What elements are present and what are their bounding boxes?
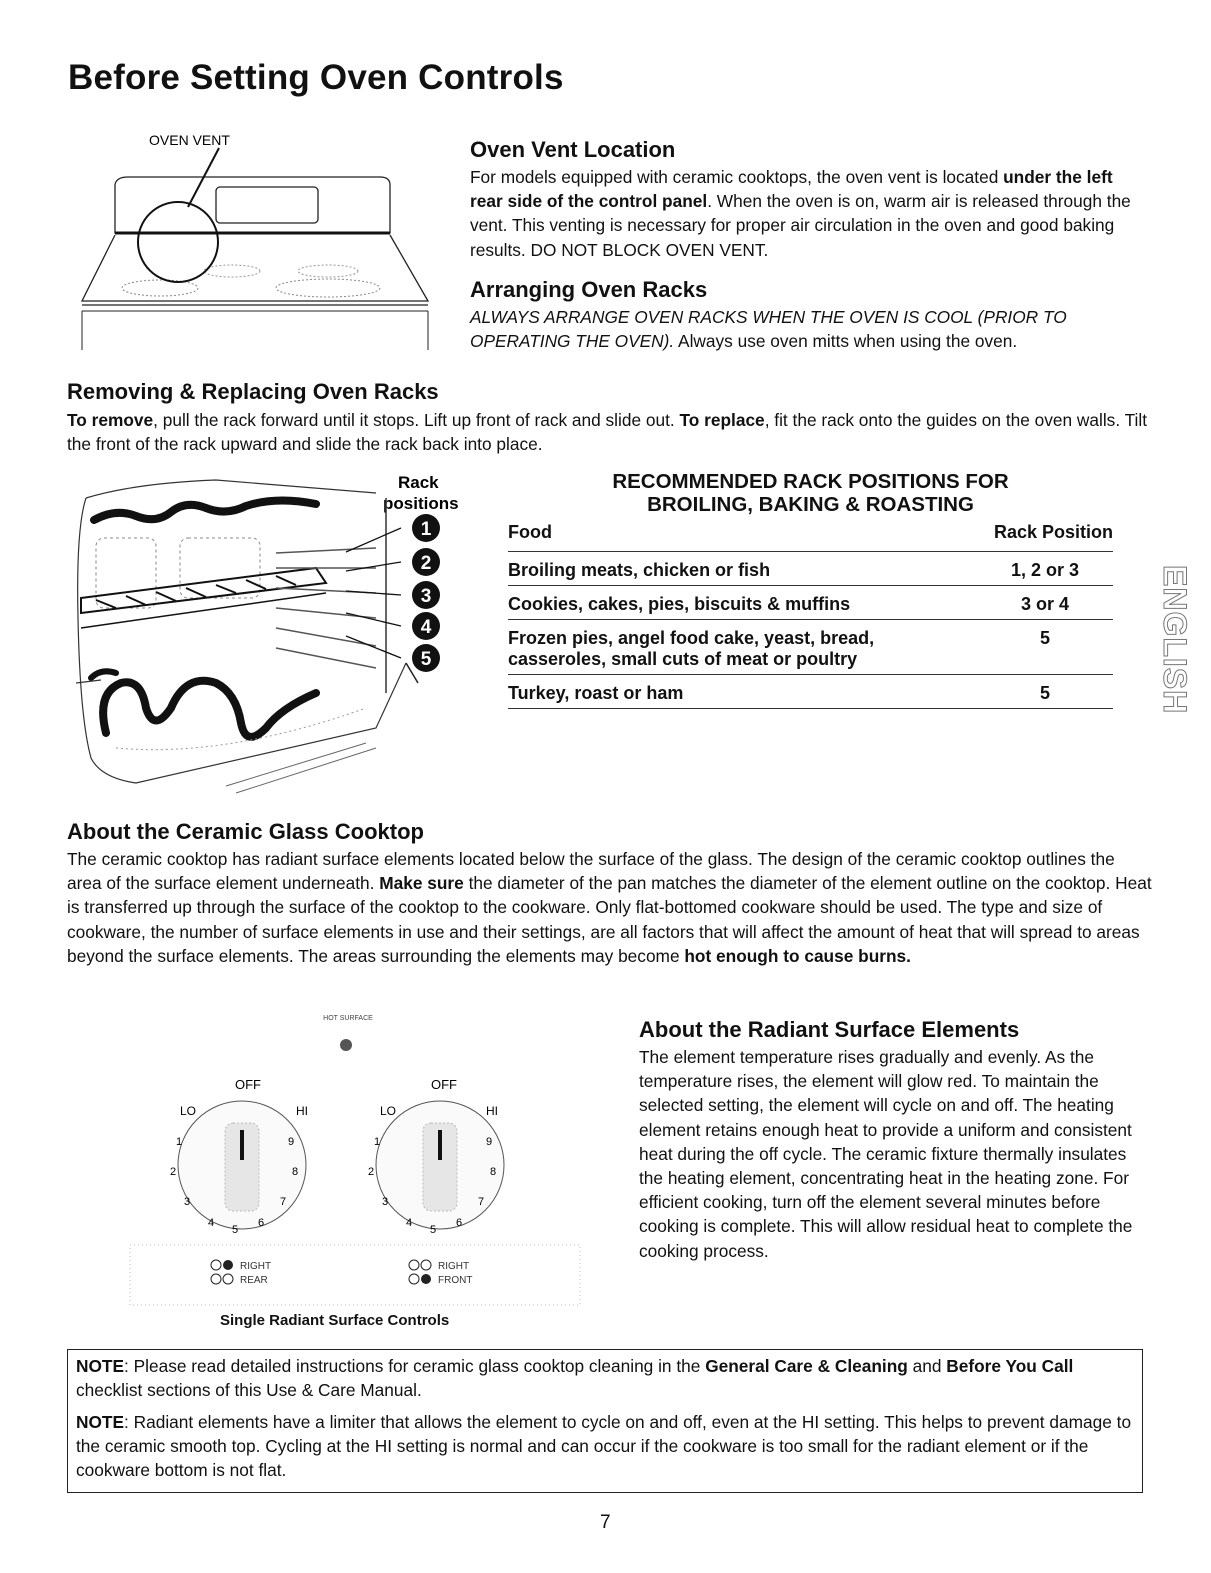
svg-text:1: 1 (420, 519, 432, 540)
svg-text:RIGHT: RIGHT (438, 1261, 470, 1272)
note-box (67, 1349, 1143, 1493)
col-rack-position: Rack Position (993, 522, 1113, 542)
svg-text:1: 1 (374, 1136, 381, 1148)
table-row: Turkey, roast or ham 5 (508, 675, 1113, 709)
svg-text:3: 3 (184, 1196, 191, 1208)
svg-text:9: 9 (288, 1136, 295, 1148)
svg-text:1: 1 (176, 1136, 183, 1148)
remove-section (67, 379, 1147, 456)
svg-text:RIGHT: RIGHT (240, 1261, 272, 1272)
remove-paragraph: To remove, pull the rack forward until it stops. Lift up front of rack and slide out. To replace, fit the rack onto the guides on the oven walls. Tilt the front of the rack upward and slide the rack back into place. (67, 410, 1148, 455)
ceramic-paragraph: The ceramic cooktop has radiant surface elements located below the surface of the glass. The design of the ceramic cooktop outlines the area of the surface element underneath. Make sure the diameter of the pan matches the diameter of the element outline on the cooktop. Heat is transferred up through the surface of the cooktop to the cookware. Only flat-bottomed cookware should be used. The type and size of cookware, the number of surface elements in use and their settings, are all factors that will affect the amount of heat that will spread to areas beyond the surface elements. The areas surrounding the elements may become hot enough to cause burns. (67, 849, 1152, 966)
svg-text:8: 8 (292, 1166, 299, 1178)
oven-vent-label: OVEN VENT (149, 132, 230, 148)
svg-text:2: 2 (170, 1166, 177, 1178)
controls-caption: Single Radiant Surface Controls (220, 1312, 450, 1329)
svg-text:5: 5 (430, 1224, 437, 1236)
svg-text:4: 4 (406, 1217, 413, 1229)
page-title: Before Setting Oven Controls (68, 58, 564, 97)
svg-text:2: 2 (368, 1166, 375, 1178)
svg-text:5: 5 (232, 1224, 239, 1236)
svg-text:HI: HI (486, 1104, 498, 1118)
oven-vent-illustration (80, 125, 440, 360)
surface-controls-illustration (128, 1005, 588, 1310)
rack-marker-4 (412, 612, 440, 640)
rack-marker-2 (412, 548, 440, 576)
oven-rack-illustration (76, 468, 476, 798)
ceramic-heading: About the Ceramic Glass Cooktop (67, 819, 424, 844)
svg-text:4: 4 (208, 1217, 215, 1229)
note-2: NOTE: Radiant elements have a limiter that allows the element to cycle on and off, even at the HI setting. This helps to prevent damage to the ceramic smooth top. Cycling at the HI setting is normal and can occur if the cookware is too small for the radiant element or if the cookware bottom is not flat. (76, 1412, 1132, 1480)
arrange-section (470, 277, 1150, 353)
hot-surface-label: HOT SURFACE (323, 1015, 373, 1022)
svg-text:LO: LO (180, 1104, 197, 1118)
table-row: Frozen pies, angel food cake, yeast, bread, casseroles, small cuts of meat or poultry 5 (508, 620, 1113, 675)
remove-heading: Removing & Replacing Oven Racks (67, 379, 439, 404)
svg-text:3: 3 (420, 586, 432, 607)
arrange-heading: Arranging Oven Racks (470, 277, 708, 302)
vent-heading: Oven Vent Location (470, 137, 676, 162)
svg-text:7: 7 (280, 1196, 287, 1208)
radiant-paragraph: The element temperature rises gradually and evenly. As the temperature rises, the element will glow red. To maintain the selected setting, the element will cycle on and off. The heating element retains enough heat to provide a uniform and consistent heat during the off cycle. The ceramic fixture thermally insulates the heating element, concentrating heat in the heating zone. For efficient cooking, turn off the element several minutes before cooking is complete. This will allow residual heat to complete the cooking process. (639, 1047, 1133, 1261)
table-row: Broiling meats, chicken or fish 1, 2 or 3 (508, 552, 1113, 586)
svg-text:7: 7 (478, 1196, 485, 1208)
rack-marker-5 (412, 644, 440, 672)
rack-table (508, 522, 1113, 709)
table-row: Cookies, cakes, pies, biscuits & muffins 3 or 4 (508, 586, 1113, 620)
svg-text:OFF: OFF (431, 1077, 457, 1092)
vent-section (470, 137, 1150, 262)
svg-text:9: 9 (486, 1136, 493, 1148)
rack-table-title: RECOMMENDED RACK POSITIONS FOR BROILING, BAKING & ROASTING (612, 470, 1009, 516)
language-tab: ENGLISH (1157, 565, 1193, 715)
radiant-heading: About the Radiant Surface Elements (639, 1017, 1020, 1042)
svg-text:8: 8 (490, 1166, 497, 1178)
arrange-paragraph: ALWAYS ARRANGE OVEN RACKS WHEN THE OVEN IS COOL (PRIOR TO OPERATING THE OVEN). Always use oven mitts when using the oven. (470, 307, 1067, 352)
vent-paragraph: For models equipped with ceramic cooktops, the oven vent is located under the left rear side of the control panel. When the oven is on, warm air is released through the vent. This venting is necessary for proper air circulation in the oven and good baking results. DO NOT BLOCK OVEN VENT. (470, 167, 1131, 260)
svg-text:REAR: REAR (240, 1275, 268, 1286)
ceramic-section (67, 819, 1152, 968)
rack-positions-label: Rack (398, 473, 439, 492)
note-1: NOTE: Please read detailed instructions for ceramic glass cooktop cleaning in the General Care & Cleaning and Before You Call checklist sections of this Use & Care Manual. (76, 1356, 1074, 1400)
svg-text:LO: LO (380, 1104, 397, 1118)
rack-marker-3 (412, 581, 440, 609)
svg-text:4: 4 (420, 617, 432, 638)
svg-text:FRONT: FRONT (438, 1275, 473, 1286)
rack-marker-1 (412, 514, 440, 542)
radiant-section (639, 1017, 1149, 1263)
svg-text:3: 3 (382, 1196, 389, 1208)
svg-text:HI: HI (296, 1104, 308, 1118)
rack-positions-label-2: positions (383, 494, 459, 513)
knob-right (368, 1077, 504, 1286)
hot-surface-indicator-icon (340, 1039, 352, 1051)
rack-table-header (508, 522, 1113, 552)
svg-text:2: 2 (420, 553, 432, 574)
svg-text:6: 6 (258, 1217, 265, 1229)
col-food: Food (508, 522, 552, 542)
svg-text:5: 5 (420, 649, 432, 670)
svg-text:6: 6 (456, 1217, 463, 1229)
knob-left (170, 1077, 308, 1286)
svg-text:OFF: OFF (235, 1077, 261, 1092)
page-number: 7 (600, 1512, 611, 1533)
